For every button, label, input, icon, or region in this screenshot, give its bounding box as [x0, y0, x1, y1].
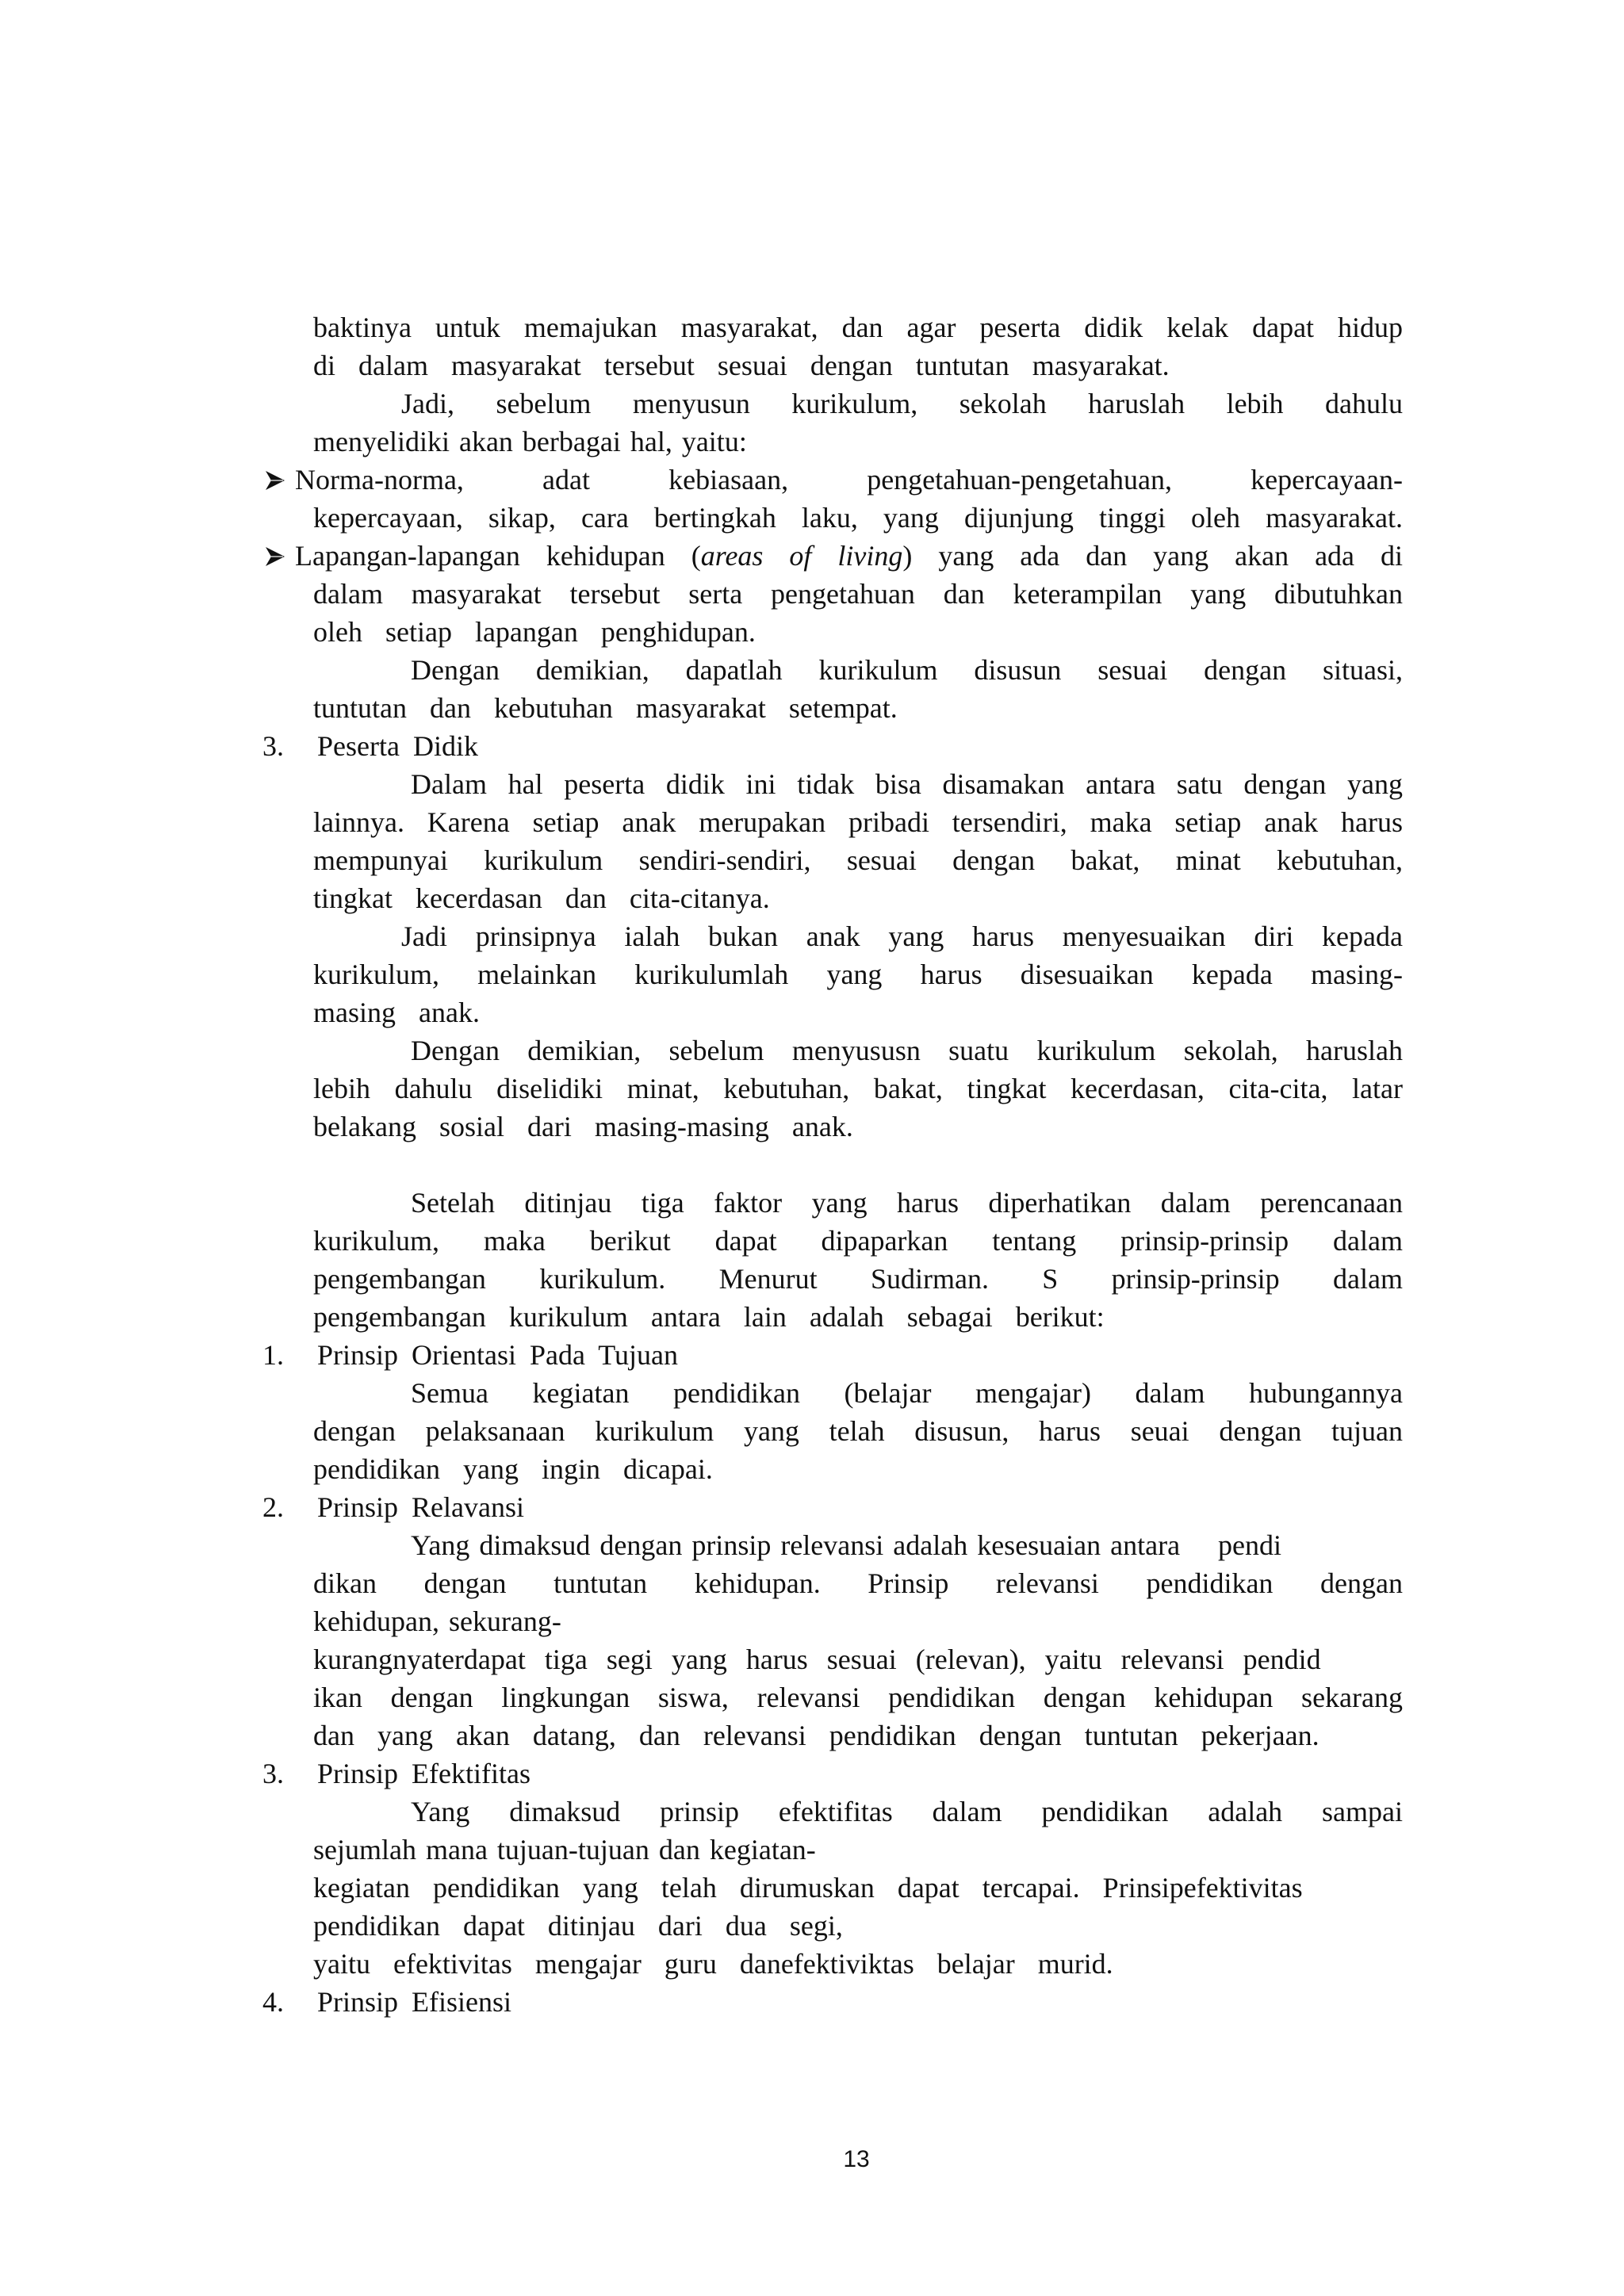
- text-line: sejumlah mana tujuan-tujuan dan kegiatan-: [313, 1834, 816, 1866]
- text-line: Dengan demikian, sebelum menyususn suatu kurikulum sekolah, haruslah: [411, 1035, 1403, 1066]
- page-number: 13: [843, 2146, 870, 2172]
- text-line: pendidikan dapat ditinjau dari dua segi,: [313, 1910, 843, 1942]
- section-heading: [262, 1755, 1403, 1793]
- paragraph: [313, 765, 1403, 917]
- text-line: kehidupan, sekurang-: [313, 1605, 561, 1637]
- text-line: dikan dengan tuntutan kehidupan. Prinsip relevansi pendidikan dengan: [313, 1567, 1403, 1599]
- bullet-text-part: ) yang ada dan yang akan ada di: [902, 540, 1404, 572]
- text-line: dengan pelaksanaan kurikulum yang telah disusun, harus seuai dengan tujuan: [313, 1415, 1403, 1447]
- bullet-text-part: Lapangan-lapangan kehidupan (: [295, 540, 701, 572]
- bullet-first-line: [295, 461, 1403, 499]
- paragraph-spacer: [313, 1146, 1403, 1184]
- section-heading: [262, 1336, 1403, 1374]
- text-line: Dengan demikian, dapatlah kurikulum disusun sesuai dengan situasi,: [411, 654, 1403, 686]
- list-number: 2.: [262, 1491, 284, 1523]
- section-title: Peserta Didik: [317, 730, 478, 762]
- list-number: 3.: [262, 730, 284, 762]
- text-line: tingkat kecerdasan dan cita-citanya.: [313, 882, 770, 914]
- text-line: tuntutan dan kebutuhan masyarakat setempat.: [313, 692, 898, 724]
- text-line: lebih dahulu diselidiki minat, kebutuhan, bakat, tingkat kecerdasan, cita-cita, latar: [313, 1073, 1403, 1104]
- text-line: baktinya untuk memajukan masyarakat, dan agar peserta didik kelak dapat hidup: [313, 312, 1403, 343]
- text-line: kepercayaan, sikap, cara bertingkah laku, yang dijunjung tinggi oleh masyarakat.: [313, 502, 1403, 534]
- paragraph: [313, 1184, 1403, 1336]
- section-title: Prinsip Relavansi: [317, 1491, 524, 1523]
- text-line: Yang dimaksud prinsip efektifitas dalam pendidikan adalah sampai: [411, 1796, 1403, 1827]
- section-title: Prinsip Efisiensi: [317, 1986, 512, 2018]
- section-title: Prinsip Efektifitas: [317, 1758, 530, 1789]
- paragraph: [313, 651, 1403, 727]
- list-number: 4.: [262, 1986, 284, 2018]
- bullet-list: [295, 461, 1404, 651]
- text-line: Semua kegiatan pendidikan (belajar mengajar) dalam hubungannya: [411, 1377, 1403, 1409]
- text-line: Yang dimaksud dengan prinsip relevansi adalah kesesuaian antara pendi: [411, 1529, 1282, 1561]
- text-line: kurikulum, melainkan kurikulumlah yang harus disesuaikan kepada masing-: [313, 959, 1403, 990]
- bullet-text: [295, 537, 1403, 575]
- section-heading: [262, 1488, 1403, 1526]
- italic-term: areas of living: [700, 540, 903, 572]
- arrowhead-bullet-icon: [266, 547, 285, 566]
- paragraph: [313, 917, 1403, 1031]
- arrowhead-bullet-icon: [266, 471, 285, 490]
- numbered-section: [262, 1488, 1403, 1755]
- text-line: dalam masyarakat tersebut serta pengetahuan dan keterampilan yang dibutuhkan: [313, 578, 1403, 610]
- list-number: 1.: [262, 1339, 284, 1371]
- text-line: di dalam masyarakat tersebut sesuai dengan tuntutan masyarakat.: [313, 350, 1170, 381]
- paragraph: [313, 308, 1403, 385]
- numbered-section: [262, 1336, 1403, 1488]
- text-line: lainnya. Karena setiap anak merupakan pribadi tersendiri, maka setiap anak harus: [313, 806, 1403, 838]
- paragraph: [313, 385, 1403, 461]
- text-line: kurangnyaterdapat tiga segi yang harus sesuai (relevan), yaitu relevansi pendid: [313, 1644, 1321, 1675]
- text-line: ikan dengan lingkungan siswa, relevansi pendidikan dengan kehidupan sekarang: [313, 1682, 1403, 1713]
- text-line: masing anak.: [313, 997, 480, 1028]
- text-line: Jadi, sebelum menyusun kurikulum, sekolah haruslah lebih dahulu: [401, 388, 1403, 419]
- text-line: kegiatan pendidikan yang telah dirumuskan dapat tercapai. Prinsipefektivitas: [313, 1872, 1303, 1904]
- text-line: belakang sosial dari masing-masing anak.: [313, 1111, 853, 1142]
- text-line: oleh setiap lapangan penghidupan.: [313, 616, 756, 648]
- section-heading: [262, 727, 1403, 765]
- text-line: pengembangan kurikulum antara lain adalah sebagai berikut:: [313, 1301, 1105, 1333]
- bullet-item: [295, 461, 1403, 537]
- section-heading: [262, 1983, 1403, 2021]
- numbered-section: [262, 1983, 1403, 2021]
- numbered-section: [262, 1755, 1403, 1983]
- numbered-section: [262, 727, 1403, 1146]
- text-line: mempunyai kurikulum sendiri-sendiri, sesuai dengan bakat, minat kebutuhan,: [313, 844, 1403, 876]
- text-line: pengembangan kurikulum. Menurut Sudirman. S prinsip-prinsip dalam: [313, 1263, 1403, 1295]
- section-title: Prinsip Orientasi Pada Tujuan: [317, 1339, 679, 1371]
- page-body: [262, 308, 1404, 2021]
- text-line: Jadi prinsipnya ialah bukan anak yang harus menyesuaikan diri kepada: [401, 920, 1403, 952]
- text-line: Dalam hal peserta didik ini tidak bisa disamakan antara satu dengan yang: [411, 768, 1403, 800]
- text-line: Setelah ditinjau tiga faktor yang harus diperhatikan dalam perencanaan: [411, 1187, 1403, 1219]
- text-line: dan yang akan datang, dan relevansi pendidikan dengan tuntutan pekerjaan.: [313, 1720, 1320, 1751]
- text-line: menyelidiki akan berbagai hal, yaitu:: [313, 426, 747, 457]
- list-number: 3.: [262, 1758, 284, 1789]
- text-line: kurikulum, maka berikut dapat dipaparkan tentang prinsip-prinsip dalam: [313, 1225, 1403, 1257]
- bullet-item: [295, 537, 1404, 651]
- bullet-text: Norma-norma, adat kebiasaan, pengetahuan-pengetahuan, kepercayaan-: [295, 464, 1403, 496]
- text-line: pendidikan yang ingin dicapai.: [313, 1453, 713, 1485]
- bullet-first-line: [295, 537, 1404, 575]
- paragraph: [313, 1031, 1403, 1146]
- text-line: yaitu efektivitas mengajar guru danefektiviktas belajar murid.: [313, 1948, 1113, 1980]
